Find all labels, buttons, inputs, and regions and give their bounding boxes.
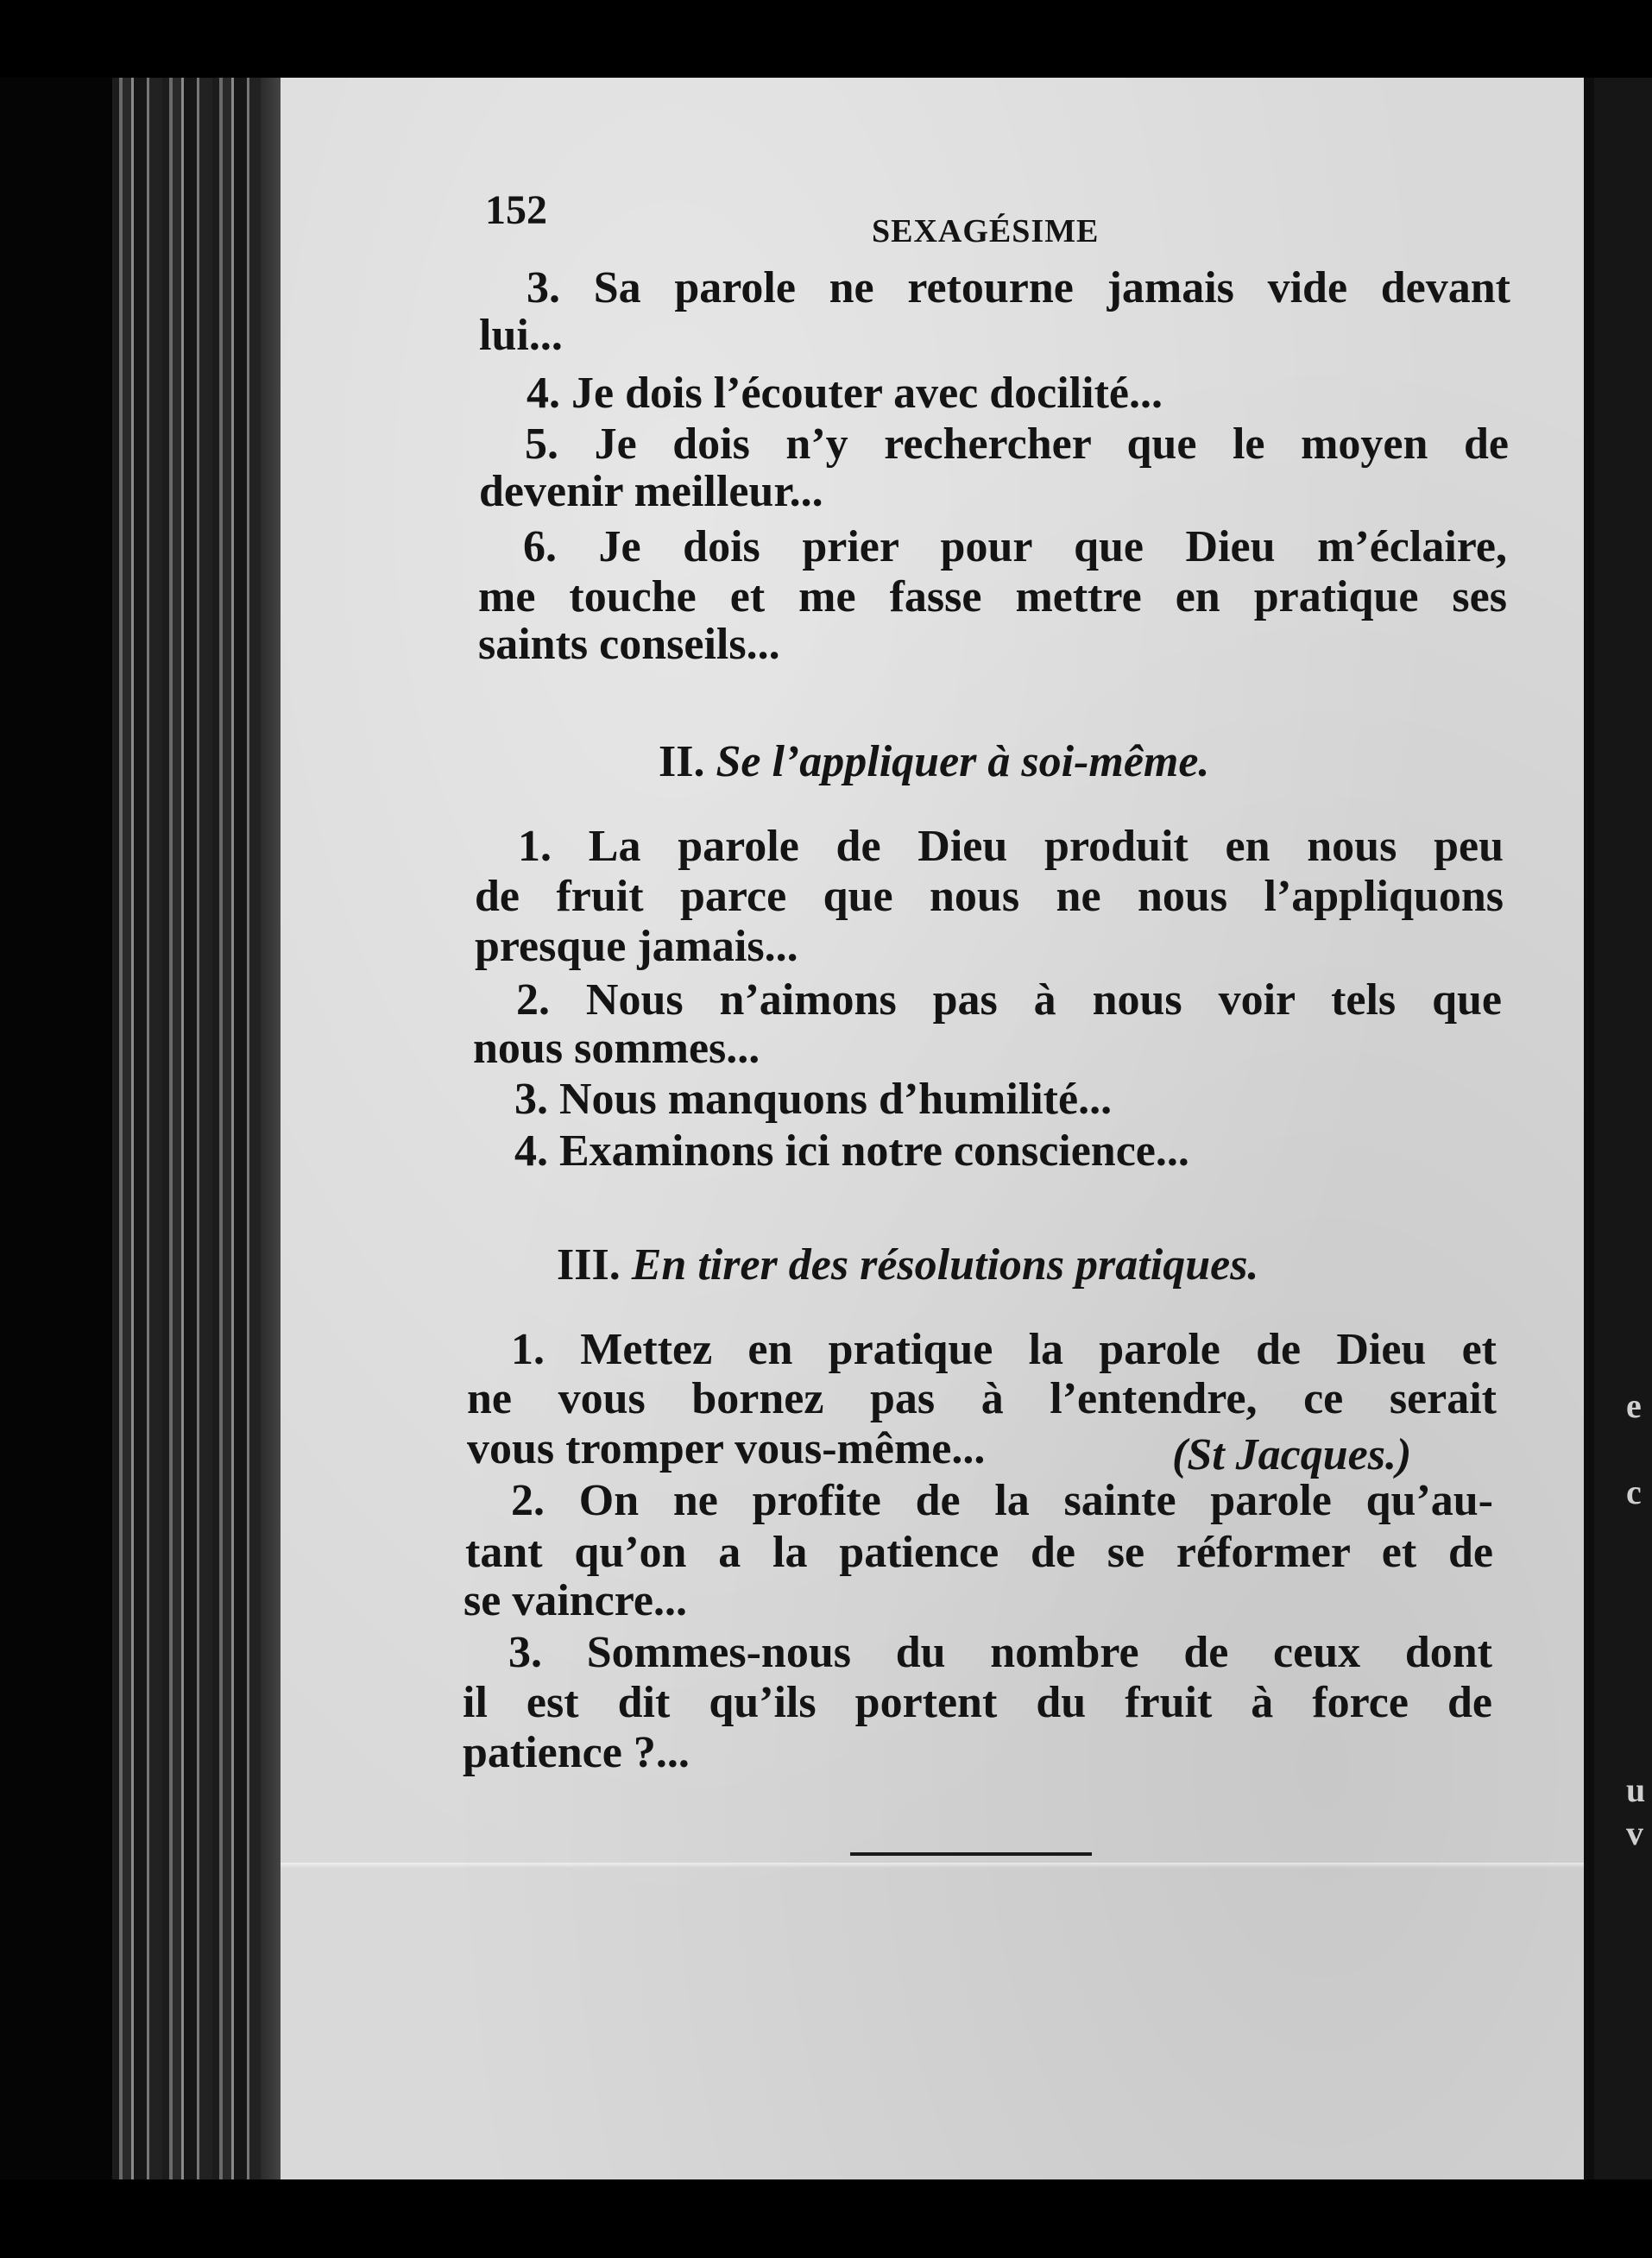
adjacent-fragment-lower-2: v — [1626, 1813, 1643, 1852]
scan-left-background — [0, 0, 112, 2258]
section-iii-citation: (St Jacques.) — [1172, 1430, 1412, 1479]
section-i-item-6-line-1: 6. Je dois prier pour que Dieu m’éclaire, — [523, 522, 1507, 571]
section-iii-title: En tirer des résolutions pratiques. — [631, 1240, 1259, 1290]
section-ii-number: II. — [659, 737, 705, 786]
section-ii-title: Se l’appliquer à soi-même. — [716, 737, 1210, 786]
page-crease — [281, 1863, 1584, 1868]
section-iii-item-2-line-3: se vaincre... — [463, 1576, 687, 1625]
section-ii-item-4: 4. Examinons ici notre conscience... — [514, 1126, 1189, 1176]
section-iii-heading — [557, 1240, 1258, 1290]
section-ii-item-1-line-1: 1. La parole de Dieu produit en nous peu — [518, 822, 1504, 871]
section-iii-item-3-line-1: 3. Sommes-nous du nombre de ceux dont — [508, 1628, 1492, 1677]
section-ii-item-3: 3. Nous manquons d’humilité... — [514, 1075, 1113, 1124]
adjacent-page-sliver — [1594, 78, 1652, 2188]
section-i-item-3-line-1: 3. Sa parole ne retourne jamais vide devant — [526, 263, 1510, 312]
book-page-edges — [112, 69, 285, 2192]
running-title: SEXAGÉSIME — [872, 213, 1100, 249]
section-iii-item-1-line-3: vous tromper vous-même... — [467, 1424, 986, 1473]
scan-top-border — [0, 0, 1652, 78]
scan-bottom-border — [0, 2179, 1652, 2258]
adjacent-fragment-top: e — [1626, 1386, 1642, 1425]
section-iii-item-3-line-3: patience ?... — [463, 1728, 690, 1777]
page-number: 152 — [485, 187, 547, 233]
section-iii-item-2-line-1: 2. On ne profite de la sainte parole qu’au- — [511, 1476, 1493, 1525]
section-iii-number: III. — [557, 1240, 621, 1290]
section-iii-item-2-line-2: tant qu’on a la patience de se réformer et de — [465, 1528, 1493, 1577]
section-i-item-6-line-3: saints conseils... — [478, 620, 780, 669]
section-ii-item-2-line-1: 2. Nous n’aimons pas à nous voir tels que — [516, 975, 1502, 1025]
section-ii-item-2-line-2: nous sommes... — [473, 1024, 760, 1073]
section-iii-item-1-line-1: 1. Mettez en pratique la parole de Dieu et — [511, 1325, 1497, 1374]
section-iii-item-3-line-2: il est dit qu’ils portent du fruit à force de — [463, 1678, 1492, 1727]
adjacent-fragment-lower-1: u — [1626, 1770, 1646, 1809]
adjacent-page-edge — [1584, 78, 1652, 2188]
section-iii-item-1-line-2: ne vous bornez pas à l’entendre, ce serait — [467, 1374, 1497, 1423]
section-i-item-6-line-2: me touche et me fasse mettre en pratique ses — [478, 572, 1507, 621]
section-i-item-3-line-2: lui... — [479, 311, 563, 360]
section-i-item-5-line-1: 5. Je dois n’y rechercher que le moyen de — [525, 419, 1509, 469]
section-ii-item-1-line-2: de fruit parce que nous ne nous l’appliquons — [475, 872, 1504, 921]
adjacent-fragment-middle: c — [1626, 1473, 1642, 1511]
section-i-item-4: 4. Je dois l’écouter avec docilité... — [526, 369, 1163, 418]
end-of-section-rule — [850, 1852, 1092, 1856]
section-ii-item-1-line-3: presque jamais... — [475, 922, 798, 971]
section-i-item-5-line-2: devenir meilleur... — [479, 467, 823, 516]
section-ii-heading — [659, 737, 1209, 786]
